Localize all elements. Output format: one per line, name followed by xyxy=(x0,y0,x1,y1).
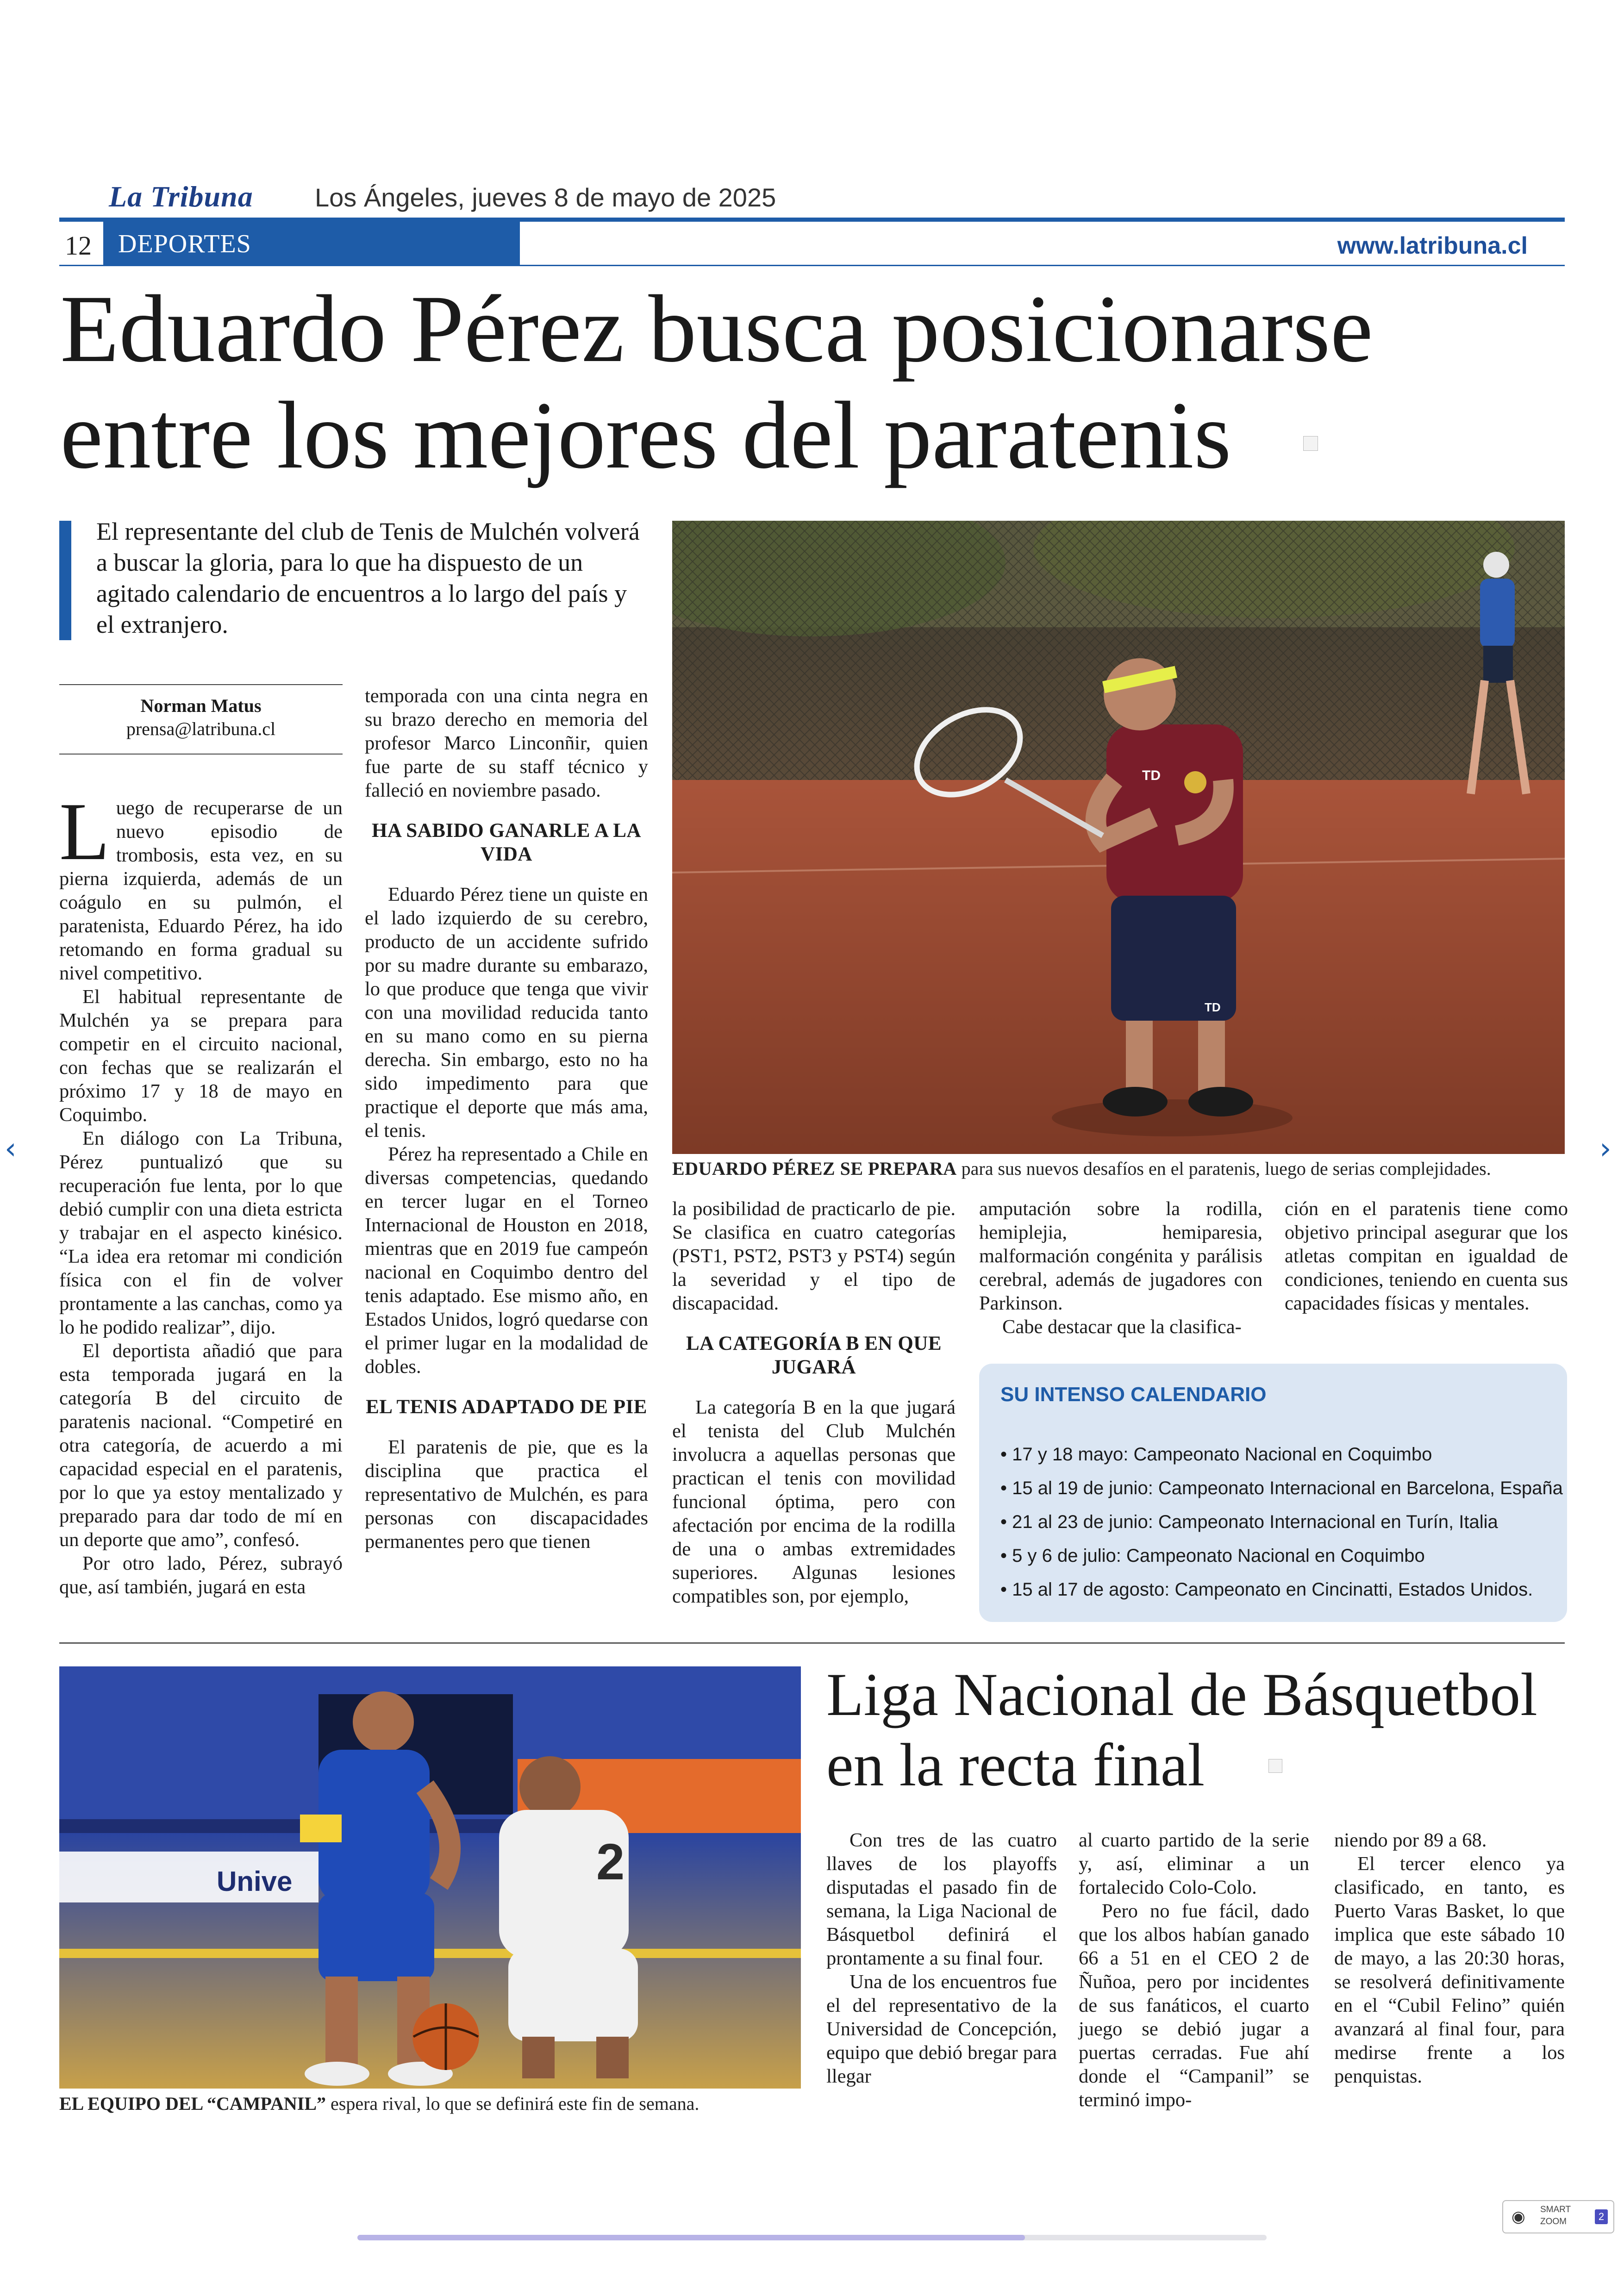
article-column-4 xyxy=(979,1197,1262,1339)
drop-cap: L xyxy=(59,786,110,877)
paragraph: Por otro lado, Pérez, subrayó que, así también, jugará en esta xyxy=(59,1553,343,1598)
smart-zoom-line1: SMART xyxy=(1540,2205,1571,2214)
paragraph: Pérez ha representado a Chile en diversas competencias, quedando en tercer lugar en el Torneo Internacional de Houston en 2018, mientras que en 2019 fue campeón nacional en Coquimbo dentro del tenis adaptado. Ese mismo año, en Estados Unidos, logró quedarse con el primer lugar en la modalidad de dobles. xyxy=(365,1143,648,1378)
paragraph: El habitual representante de Mulchén ya se prepara para competir en el circuito nacional, con fechas que se realizarán el próximo 17 y 18 de mayo en Coquimbo. xyxy=(59,986,343,1126)
subheading: LA CATEGORÍA B EN QUE JUGARÁ xyxy=(686,1333,942,1378)
section-label-box xyxy=(103,222,520,265)
smart-zoom-button[interactable] xyxy=(1502,2200,1614,2233)
newspaper-logo: La Tribuna xyxy=(109,180,253,213)
byline xyxy=(59,694,343,741)
smart-zoom-line2: ZOOM xyxy=(1540,2217,1567,2226)
jersey-number: 2 xyxy=(596,1834,625,1890)
dateline: Los Ángeles, jueves 8 de mayo de 2025 xyxy=(315,183,776,212)
article-column-2 xyxy=(365,684,648,1553)
tennis-player-photo xyxy=(672,521,1565,1154)
caption-lead: EL EQUIPO DEL “CAMPANIL” xyxy=(59,2093,326,2114)
article-column-5 xyxy=(1285,1197,1568,1315)
clip-icon[interactable] xyxy=(1303,436,1318,451)
article2-column-1 xyxy=(826,1828,1057,2088)
article-lead: El representante del club de Tenis de Mulchén volverá a buscar la gloria, para lo que ha dispuesto de un agitado calendario de encuentros a lo largo del país y el extranjero. xyxy=(96,518,640,638)
clip-icon[interactable] xyxy=(1268,1759,1282,1773)
calendar-item: • 15 al 17 de agosto: Campeonato en Cincinatti, Estados Unidos. xyxy=(1000,1579,1533,1600)
caption-text: espera rival, lo que se definirá este fin de semana. xyxy=(326,2093,700,2114)
caption-lead: EDUARDO PÉREZ SE PREPARA xyxy=(672,1158,957,1179)
eye-icon: ◉ xyxy=(1512,2208,1525,2226)
article2-column-2 xyxy=(1079,1828,1309,2112)
article-column-1 xyxy=(59,786,343,1599)
scrollbar-thumb[interactable] xyxy=(357,2235,1025,2240)
calendar-item: • 15 al 19 de junio: Campeonato Internacional en Barcelona, España xyxy=(1000,1478,1563,1498)
paragraph: El paratenis de pie, que es la disciplina que practica el representativo de Mulchén, es para personas con discapacidades permanentes pero que tienen xyxy=(365,1436,648,1553)
section-divider xyxy=(59,1642,1565,1644)
calendar-item: • 17 y 18 mayo: Campeonato Nacional en Coquimbo xyxy=(1000,1444,1432,1465)
smart-zoom-label xyxy=(1540,2204,1571,2228)
paragraph: temporada con una cinta negra en su brazo derecho en memoria del profesor Marco Linconñir, quien fue parte de su staff técnico y falleció en noviembre pasado. xyxy=(365,685,648,801)
section-bar xyxy=(59,218,1565,269)
calendar-list xyxy=(1000,1438,1563,1607)
paragraph: La categoría B en la que jugará el tenista del Club Mulchén involucra a aquellas personas que practican el tenis con movilidad funcional óptima, pero con afectación por encima de la rodilla de una o ambas extremidades superiores. Algunas lesiones compatibles son, por ejemplo, xyxy=(672,1397,956,1607)
tennis-photo-illustration xyxy=(672,521,1565,1154)
basketball-photo xyxy=(59,1666,801,2089)
photo-caption xyxy=(672,1157,1570,1180)
banner-text: Unive xyxy=(217,1866,293,1897)
basketball-photo-illustration xyxy=(59,1666,801,2089)
calendar-item: • 5 y 6 de julio: Campeonato Nacional en Coquimbo xyxy=(1000,1546,1425,1566)
article-headline: Eduardo Pérez busca posicionarse entre los mejores del paratenis xyxy=(60,275,1373,488)
byline-rule-top xyxy=(59,684,343,685)
author-name: Norman Matus xyxy=(140,695,262,716)
paragraph: ción en el paratenis tiene como objetivo principal asegurar que los atletas compitan en igualdad de condiciones, teniendo en cuenta sus capacidades físicas y mentales. xyxy=(1285,1198,1568,1314)
next-page-icon[interactable]: › xyxy=(1599,1132,1612,1166)
paragraph: Eduardo Pérez tiene un quiste en el lado izquierdo de su cerebro, producto de un accidente sufrido por su madre durante su embarazo, lo que produce que tenga que vivir con una movilidad reducida tanto en su mano como en su pierna derecha. Sin embargo, esto no ha sido impedimento para que practique el deporte que más ama, el tenis. xyxy=(365,884,648,1141)
photo-caption xyxy=(59,2092,818,2115)
calendar-box xyxy=(979,1364,1567,1622)
paragraph: uego de recuperarse de un nuevo episodio de trombosis, esta vez, en su pierna izquierda, además de un coágulo en su pulmón, el paratenista, Eduardo Pérez, ha ido retomando en forma gradual su nivel competitivo. xyxy=(59,797,343,984)
byline-rule-bottom xyxy=(59,754,343,755)
site-url[interactable]: www.latribuna.cl xyxy=(1337,232,1528,259)
article-column-3 xyxy=(672,1197,956,1608)
smart-zoom-badge: 2 xyxy=(1595,2209,1608,2224)
subheading: EL TENIS ADAPTADO DE PIE xyxy=(366,1396,647,1418)
paragraph: Con tres de las cuatro llaves de los playoffs disputadas el pasado fin de semana, la Liga Nacional de Básquetbol definirá el prontamente a su final four. xyxy=(826,1829,1057,1969)
calendar-item: • 21 al 23 de junio: Campeonato Internacional en Turín, Italia xyxy=(1000,1512,1498,1532)
calendar-title: SU INTENSO CALENDARIO xyxy=(1000,1383,1267,1406)
section-label: DEPORTES xyxy=(118,230,251,258)
paragraph: En diálogo con La Tribuna, Pérez puntualizó que su recuperación fue lenta, por lo que debió cumplir con una dieta estricta y trabajar en el aspecto kinésico. “La idea era retomar mi condición física con el fin de volver prontamente a las canchas, como ya lo he podido realizar”, dijo. xyxy=(59,1128,343,1338)
caption-text: para sus nuevos desafíos en el paratenis, luego de serias complejidades. xyxy=(956,1158,1491,1179)
shirt-logo: TD xyxy=(1142,768,1161,783)
article-headline-2: Liga Nacional de Básquetbol en la recta final xyxy=(826,1660,1537,1799)
paragraph: Pero no fue fácil, dado que los albos habían ganado 66 a 51 en el CEO 2 de Ñuñoa, pero por incidentes de sus fanáticos, el cuarto juego se debió jugar a puertas cerradas. Fue ahí donde el “Campanil” se terminó impo- xyxy=(1079,1900,1309,2111)
paragraph: Una de los encuentros fue el del representativo de la Universidad de Concepción, equipo que debió bregar para llegar xyxy=(826,1971,1057,2087)
author-email[interactable]: prensa@latribuna.cl xyxy=(126,718,276,739)
paragraph: Cabe destacar que la clasifica- xyxy=(1002,1316,1242,1338)
paragraph: niendo por 89 a 68. xyxy=(1334,1829,1487,1851)
paragraph: amputación sobre la rodilla, hemiplejia, hemiparesia, malformación congénita y parálisis cerebral, además de jugadores con Parkinson. xyxy=(979,1198,1262,1314)
paragraph: la posibilidad de practicarlo de pie. Se clasifica en cuatro categorías (PST1, PST2, PST3 y PST4) según la severidad y el tipo de discapacidad. xyxy=(672,1198,956,1314)
subheading: HA SABIDO GANARLE A LA VIDA xyxy=(371,820,642,865)
page-number: 12 xyxy=(65,231,92,261)
lead-accent-bar xyxy=(59,521,71,640)
paragraph: El deportista añadió que para esta temporada jugará en la categoría B del circuito de paratenis nacional. “Competiré en otra categoría, de acuerdo a mi capacidad especial en el paratenis, por lo que ya estoy mentalizado y preparado para dar todo de mí en un deporte que amo”, confesó. xyxy=(59,1340,343,1551)
paragraph: al cuarto partido de la serie y, así, eliminar a un fortalecido Colo-Colo. xyxy=(1079,1829,1309,1898)
paragraph: El tercer elenco ya clasificado, en tanto, es Puerto Varas Basket, lo que implica que este sábado 10 de mayo, a las 20:30 horas, se resolverá definitivamente en el “Cubil Felino” quién avanzará al final four, para medirse frente a los penquistas. xyxy=(1334,1853,1565,2087)
article2-column-3 xyxy=(1334,1828,1565,2088)
previous-page-icon[interactable]: ‹ xyxy=(5,1132,17,1166)
shorts-logo: TD xyxy=(1205,1000,1221,1014)
